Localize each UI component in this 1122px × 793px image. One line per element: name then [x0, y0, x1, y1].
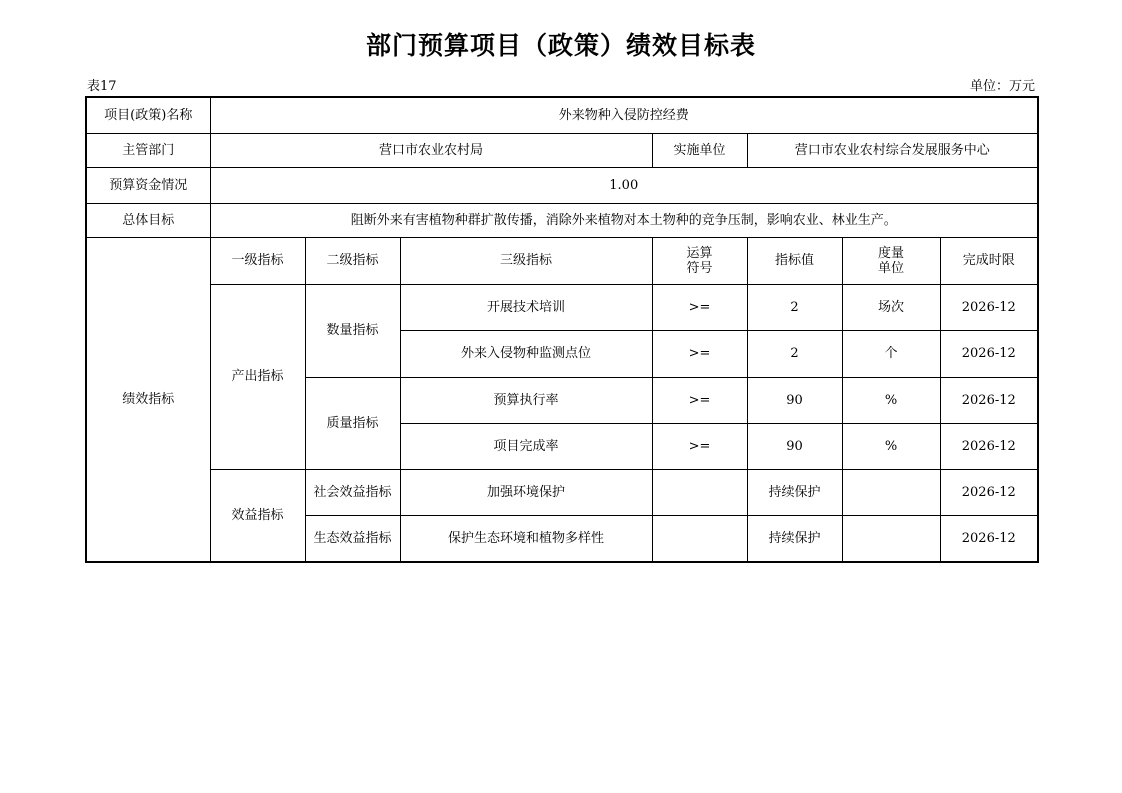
- indicator-level3: 预算执行率: [400, 377, 652, 423]
- budget-row: [86, 167, 1038, 203]
- perf-header-row: [86, 237, 1038, 284]
- impl-value: 营口市农业农村综合发展服务中心: [747, 133, 1038, 167]
- indicator-value: 90: [747, 423, 842, 469]
- dept-label: 主管部门: [86, 133, 210, 167]
- indicator-level3: 项目完成率: [400, 423, 652, 469]
- indicator-deadline: 2026-12: [940, 469, 1038, 515]
- indicator-deadline: 2026-12: [940, 330, 1038, 377]
- goal-value: 阻断外来有害植物种群扩散传播，消除外来植物对本土物种的竞争压制，影响农业、林业生产。: [210, 203, 1038, 237]
- budget-label: 预算资金情况: [86, 167, 210, 203]
- col-deadline: 完成时限: [940, 237, 1038, 284]
- indicator-level3: 加强环境保护: [400, 469, 652, 515]
- col-level1: 一级指标: [210, 237, 305, 284]
- indicator-operator: [652, 515, 747, 562]
- indicator-value: 90: [747, 377, 842, 423]
- indicator-unit: %: [842, 423, 940, 469]
- page-title: 部门预算项目（政策）绩效目标表: [365, 31, 756, 60]
- indicator-deadline: 2026-12: [940, 284, 1038, 330]
- indicator-level3: 开展技术培训: [400, 284, 652, 330]
- table-row: [86, 284, 1038, 330]
- group-quality: 质量指标: [305, 377, 400, 469]
- goal-row: [86, 203, 1038, 237]
- indicator-value: 2: [747, 330, 842, 377]
- col-unit-line2: 单位: [877, 260, 904, 276]
- indicator-operator: >=: [652, 423, 747, 469]
- col-level3: 三级指标: [400, 237, 652, 284]
- table-number: 表17: [87, 79, 117, 94]
- indicator-value: 持续保护: [747, 515, 842, 562]
- indicator-deadline: 2026-12: [940, 377, 1038, 423]
- group-benefit: 效益指标: [210, 469, 305, 562]
- indicator-unit: [842, 515, 940, 562]
- group-quantity: 数量指标: [305, 284, 400, 377]
- col-operator: [652, 237, 747, 284]
- indicator-level3: 保护生态环境和植物多样性: [400, 515, 652, 562]
- indicator-deadline: 2026-12: [940, 423, 1038, 469]
- indicator-level2: 社会效益指标: [305, 469, 400, 515]
- project-name-value: 外来物种入侵防控经费: [210, 97, 1038, 133]
- indicator-unit: %: [842, 377, 940, 423]
- project-name-row: [86, 97, 1038, 133]
- indicator-operator: >=: [652, 330, 747, 377]
- col-operator-line2: 符号: [686, 260, 713, 276]
- goal-label: 总体目标: [86, 203, 210, 237]
- col-unit: [842, 237, 940, 284]
- group-output: 产出指标: [210, 284, 305, 469]
- dept-value: 营口市农业农村局: [210, 133, 652, 167]
- indicator-value: 持续保护: [747, 469, 842, 515]
- indicator-value: 2: [747, 284, 842, 330]
- unit-label: 单位：万元: [969, 79, 1035, 94]
- indicator-operator: >=: [652, 284, 747, 330]
- col-operator-line1: 运算: [686, 245, 713, 261]
- col-value: 指标值: [747, 237, 842, 284]
- indicator-deadline: 2026-12: [940, 515, 1038, 562]
- indicator-operator: >=: [652, 377, 747, 423]
- indicator-unit: [842, 469, 940, 515]
- indicator-level2: 生态效益指标: [305, 515, 400, 562]
- impl-label: 实施单位: [652, 133, 747, 167]
- perf-section-label: 绩效指标: [86, 237, 210, 562]
- performance-target-table: [85, 96, 1039, 563]
- indicator-unit: 个: [842, 330, 940, 377]
- indicator-operator: [652, 469, 747, 515]
- col-unit-line1: 度量: [877, 245, 904, 261]
- department-row: [86, 133, 1038, 167]
- budget-value: 1.00: [210, 167, 1038, 203]
- indicator-unit: 场次: [842, 284, 940, 330]
- table-row: [86, 469, 1038, 515]
- indicator-level3: 外来入侵物种监测点位: [400, 330, 652, 377]
- project-name-label: 项目(政策)名称: [86, 97, 210, 133]
- col-level2: 二级指标: [305, 237, 400, 284]
